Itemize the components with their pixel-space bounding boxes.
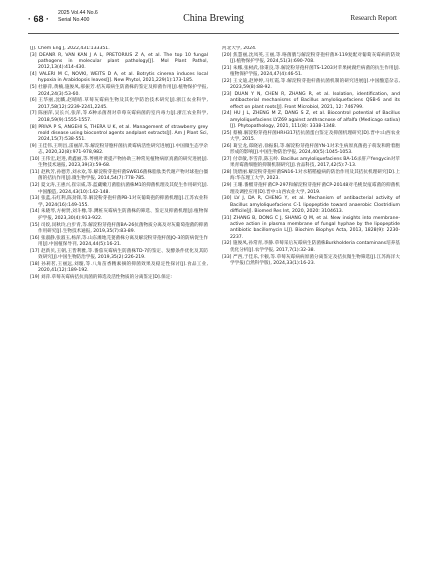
reference-item: [23] DUAN Y N, CHEN R, ZHANG R, et al. Isolation, identification, and antibacterial mechanisms of Bacillus amyloliquefaciens QSB-6 and its effect on plant roots[J]. Front Microbiol, 2021, 12: 746799. (222, 92, 400, 110)
page-header (0, 8, 427, 46)
reference-item: [20] 焦慧丽,沈凤英,王丽,等.咯菌腈与解淀粉芽孢杆菌X-119复配对葡萄灰霉病的防效[J].植物保护学报, 2024,51(3):690-708. (222, 52, 400, 65)
reference-item: [27] 付章敏,李雪萍,陈玉岭. Bacillus amyloliquefaciens BA-16杀肝产fengycin对苹果青霉菌细胞的抑制机制研究[J].食品科技, 2017,42(5):7-13. (222, 157, 400, 169)
reference-item: [15] 司姣,闵秋玲,白步青,等.解淀粉芽孢杆菌BA-26抗菌物质分离及对灰葡萄孢菌的抑菌作用研究[J].生物技术通报, 2019,35(7):83-89. (30, 222, 208, 234)
reference-item: [32] 施俊凤,孙常青,李静.草莓采后灰霉病生防菌株Burkholderia contaminans培养基优化分析[J].农学学报, 2017,7(1):32-38. (222, 241, 400, 253)
reference-item: [3] DEANR R, VAN KAN J A L, PRETORIUS Z A, et al. The top 10 fungal pathogens in molecular plant pathology[J]. Mol Plant Pathol, 2012,13(4):414-430. (30, 52, 208, 71)
reference-item: [5] 杜静萍,黄楠,施俊凤,郝振芳.桔灰霉病生防菌株的鉴定及抑菌作用[J].植物保护学报, 2024,24(3):53-60. (30, 85, 208, 97)
serial-label: Serial No.400 (58, 17, 90, 23)
reference-item: [11] 赵秋芳,孙德芳,刘永欢,等.解淀粉芽孢杆菌SWB16菌株脂肽类代谢产物对球孢白僵菌的拮抗作用[J].微生物学报, 2014,54(7):778-785. (30, 170, 208, 182)
references-right-column (222, 46, 400, 566)
reference-item: [8] PRIVA P S, ANGEHI S, THERA U K, et al. Management of strawberry grey mold disease using biocontrol agents andplant extracts[J]. Am J Plant Sci, 2024,15(7):538-551. (30, 124, 208, 143)
reference-item: [24] HU J L, ZHENG M Z, DANG S Z, et al. Biocontrol potential of Bacillus amyloliquefaciens LYZ69 against anthracnose of alfalfa (Medicago sativa)[J]. Phytopathology, 2021, 111(8): 3338-1348. (222, 111, 400, 130)
page-number: · 68 · (28, 14, 50, 24)
references-body (30, 46, 400, 566)
reference-item: [29] 王珊.番榴芽孢杆菌CP-297和解淀粉芽孢杆菌CP-20148对毛桃炭疽霉菌的抑菌机理及调控应用[D].晋中:山西农业大学, 2019. (222, 183, 400, 195)
reference-item: [7] 陈丽萍,吴长兴,张萍,等.6种杀菌剂对草莓灰霉病菌的室内毒力[J].浙江农业科学, 2018,59(9):1555-1557. (30, 111, 208, 123)
reference-item: [13] 张蓝,石红利,陈劲锋,等.解淀粉芽孢杆菌PB-1对灰葡萄孢的抑菌机理[J].江苏农业科学, 2024(16):149-155. (30, 196, 208, 208)
reference-item: [4] VALERI M C, NOVKI, WEITS D A, et al. Botrytis cinerea induces local hypoxia in Arabidopsis leaves[J]. New Phytol, 2021,229(1):173-185. (30, 72, 208, 84)
volume-label: 2025 Vol.44 No.6 (58, 10, 98, 16)
journal-title: China Brewing (183, 13, 244, 24)
reference-item: [14] 朱晓琴,方树贤,刘斗橡,等.蹲桩灰霉病生防菌株的筛选、鉴定及抑菌机理[J].植物保护学报, 2023,30(4):913-922. (30, 209, 208, 221)
section-label: Research Report (350, 14, 397, 22)
reference-item: [16] 张淑静,张淑玉,杨萍,等.山东滩地芫荽菌株分离及解淀粉芽孢杆菌JQ-3的防病促生作用[J].中国植保导刊, 2024,44(5):16-21. (30, 235, 208, 247)
reference-item: [30] LV J, DA R, CHENG Y, et al. Mechanism of antibacterial activity of Bacillus amyloliquefaciens C-1 lipopeptide toward anaerobic Clostridium difficile[J]. Biomed Res Int, 2020, 2020: 3104613. (222, 196, 400, 214)
reference-item: [10] 王伟宏,赵进,黄鑫丽,等.萼桃叶黄提产物协助三种常见植物病原真菌的研究进展[J].生物技术通报, 2023,39(3):59-68. (30, 157, 208, 169)
header-rule (28, 33, 399, 34)
reference-item: [17] 赵新贝,王朝,王皆利雅,等.番茄灰霉病生防菌株TD-7的鉴定、发酵条件优化及其防效研究[J].中国生物防治学报, 2019,35(2):226-219. (30, 248, 208, 260)
reference-item: [12] 夏文涛,王惠兴,崔宗威,等.蓝藏嫩刀菌脂抗菌株M1的抑菌机理及其促生作用研究[J].中国酿造, 2024,43(10):142-148. (30, 183, 208, 195)
reference-item: [25] 蔡楠.解淀粉芽孢杆菌HRH317拮抗菌蛋白鉴定及抑菌机理研究[D].晋中:山西农业大学, 2015. (222, 130, 400, 143)
reference-item: [28] 饶碧丽.解淀粉芽孢杆菌SN16-1对水稻稻瘟病的防治作用及其拮抗机理研究[D].上海:华东理工大学, 2023. (222, 170, 400, 182)
reference-item: [31] ZHANG B, DONG C J, SHANG Q M, et al. New insights into membrane-active action in plasma membrane of fungal hyphae by the lipopeptide antibiotic bacillomycin L[J]. Biochim Biophys Acta, 2013, 1828(9): 2230-2237. (222, 215, 400, 240)
references-left-column (30, 46, 208, 566)
reference-item: [19] 刘萍.草莓灰霉病拮抗真菌的筛选及活性物质的分离鉴定[D].保定: (30, 274, 172, 280)
reference-item: [6] 王华丽,沈麟,赵晴晴.草莓灰霉病生物及其化学防治技术研究[J].浙江农业科学, 2017,58(12):2239-2241,2245. (30, 98, 208, 110)
reference-item: [J]. Chem Eng J, 2022,431:133351. (30, 46, 110, 51)
reference-item: [26] 葛宝龙,郑晓岩,徐振阳,等.解淀粉芽孢杆菌YN-1对禾生病原真菌孢子萌发和附着胞形成的影响[J].中国生物防治学报, 2024,40(5):1045-1053. (222, 143, 400, 156)
reference-item: [18] 孙莉茗,王丽远,刘璇,等.八角苗香精素摘的抑菌效果及稳定性探讨[J].食品工业, 2020,41(12):189-192. (30, 261, 208, 274)
reference-item: [33] 严西,于佳乐,卡顿,等.草莓灰霉病病原菌分离鉴定及拮抗微生物筛选[J].江苏海洋大学学报(自然科学版), 2024,33(1):16-23. (222, 254, 400, 266)
reference-item: [21] 朱娜,张树武,徐秉良,等.解淀粉芽孢杆菌TS-1203对苹果树腐烂病菌的抗生作用[J].植物保护学报, 2024,47(4):46-51. (222, 65, 400, 78)
reference-item: [22] 王文迪,赵婷婷,马红霞,等.解淀粉芽孢杆菌抗菌机制的研究进展[J].中国酿造杂志, 2023,59(8):88-92. (222, 78, 400, 91)
reference-item: [9] 王佳伟,王明昌,雷丽萍,等.解淀粉芽胞杆菌抗黄霉病活性研究进展[J].中国微生态学杂志, 2020,32(8):971-978,982. (30, 143, 208, 156)
reference-item: 河北大学, 2024. (222, 46, 257, 51)
